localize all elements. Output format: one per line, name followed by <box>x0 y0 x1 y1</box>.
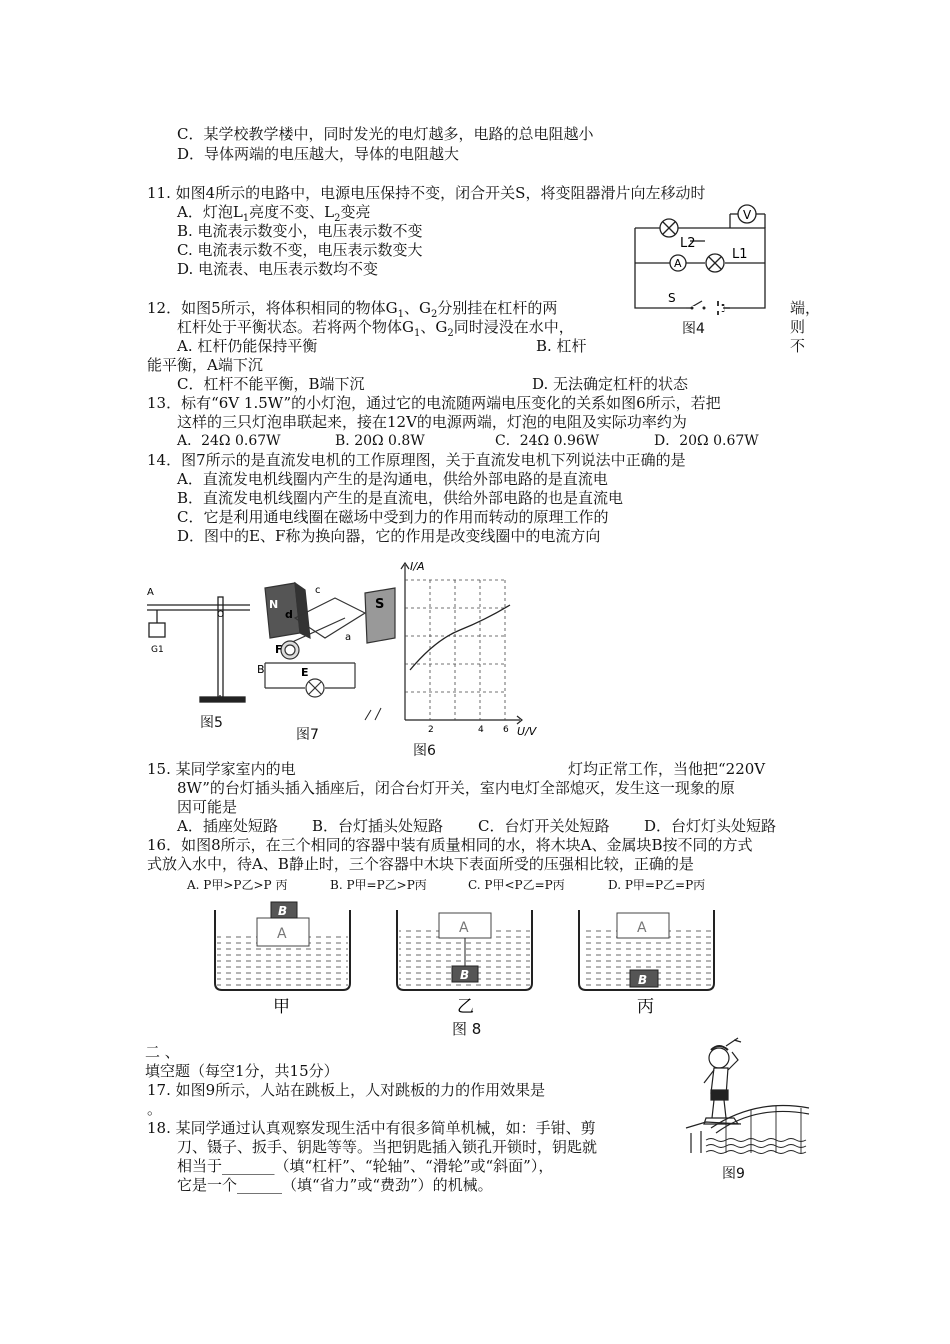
q18-line4: 它是一个______（填“省力”或“费劲”）的机械。 <box>177 1176 493 1194</box>
q16-stem-line2: 式放入水中，待A、B静止时，三个容器中木块下表面所受的压强相比较，正确的是 <box>147 855 694 873</box>
f5-o-label: O <box>217 610 225 620</box>
q15-option-c: C．台灯开关处短路 <box>478 817 610 835</box>
f8-b-label-1: B <box>278 904 288 918</box>
q12-option-c: C．杠杆不能平衡，B端下沉 <box>177 375 365 393</box>
q12-option-b-end: 不 <box>790 337 806 355</box>
q16-option-c: C. P甲<P乙=P丙 <box>468 878 565 892</box>
q14-option-c: C．它是利用通电线圈在磁场中受到力的作用而转动的原理工作的 <box>177 508 609 526</box>
f7-b-label: B <box>257 663 265 676</box>
f8-jia-label: 甲 <box>273 997 290 1017</box>
figure-5-caption: 图5 <box>200 715 223 731</box>
q15-option-a: A．插座处短路 <box>177 817 278 835</box>
q10-option-c: C．某学校教学楼中，同时发光的电灯越多，电路的总电阻越小 <box>177 125 594 143</box>
q17-stem: 17. 如图9所示，人站在跳板上，人对跳板的力的作用效果是 <box>147 1081 546 1099</box>
q15-option-b: B．台灯插头处短路 <box>312 817 444 835</box>
q18-line1: 18. 某同学通过认真观察发现生活中有很多简单机械，如：手钳、剪 <box>147 1119 596 1137</box>
figure-7-caption: 图7 <box>296 727 319 743</box>
q13-stem-line1: 13．标有“6V 1.5W”的小灯泡，通过它的电流随两端电压变化的关系如图6所示，若把 <box>147 394 721 412</box>
q12-stem-line2-end: 则 <box>790 318 806 336</box>
q15-stem-post: 灯均正常工作，当他把“220V <box>568 760 766 778</box>
q14-stem: 14．图7所示的是直流发电机的工作原理图，关于直流发电机下列说法中正确的是 <box>147 451 686 469</box>
f6-tick-4: 4 <box>478 725 484 735</box>
q12-stem-line1-end: 端， <box>790 299 821 317</box>
section-2-title: 填空题（每空1分，共15分） <box>145 1062 339 1080</box>
q16-option-b: B. P甲=P乙>P丙 <box>330 878 427 892</box>
q14-option-d: D．图中的E、F称为换向器，它的作用是改变线圈中的电流方向 <box>177 527 601 545</box>
f8-b-label-2: B <box>460 968 470 982</box>
q15-stem-line2: 8W”的台灯插头插入插座后，闭合台灯开关，室内电灯全部熄灭，发生这一现象的原 <box>177 779 735 797</box>
q11-option-b: B. 电流表示数变小，电压表示数不变 <box>177 222 423 240</box>
figure-9-diver <box>686 1038 811 1163</box>
q13-option-a: A．24Ω 0.67W <box>177 433 281 449</box>
q12-option-d: D. 无法确定杠杆的状态 <box>532 375 689 393</box>
f4-l2-label: L2 <box>680 236 696 251</box>
q11-stem: 11. 如图4所示的电路中，电源电压保持不变，闭合开关S，将变阻器滑片向左移动时 <box>147 184 706 202</box>
f7-d-label: d <box>285 608 293 621</box>
q16-stem-line1: 16．如图8所示，在三个相同的容器中装有质量相同的水，将木块A、金属块B按不同的方式 <box>147 836 753 854</box>
q15-option-d: D．台灯灯头处短路 <box>644 817 777 835</box>
q12-stem-line1: 12．如图5所示，将体积相同的物体$G_1$、$G_2$分别挂在杠杆的两 <box>147 299 558 320</box>
q11-option-c: C. 电流表示数不变，电压表示数变大 <box>177 241 423 259</box>
figure-8-caption: 图 8 <box>452 1020 482 1038</box>
q14-option-a: A．直流发电机线圈内产生的是沟通电，供给外部电路的是直流电 <box>177 470 608 488</box>
figure-6-iu-graph <box>355 560 537 738</box>
f7-c-label: c <box>315 585 321 596</box>
q12-option-b: B. 杠杆 <box>536 337 587 355</box>
f6-tick-6: 6 <box>503 725 509 735</box>
f8-b-label-3: B <box>638 973 648 987</box>
f7-e-label: E <box>301 666 309 679</box>
figure-8-containers <box>205 898 725 1023</box>
q13-stem-line2: 这样的三只灯泡串联起来，接在12V的电源两端，灯泡的电阻及实际功率约为 <box>177 413 687 431</box>
q11-option-d: D. 电流表、电压表示数均不变 <box>177 260 379 278</box>
f6-x-label: U/V <box>517 725 537 738</box>
q13-option-b: B. 20Ω 0.8W <box>335 433 425 449</box>
q18-line2: 刀、镊子、扳手、钥匙等等。当把钥匙插入锁孔开锁时，钥匙就 <box>177 1138 598 1156</box>
q11-option-a: A．灯泡$L_1$亮度不变、$L_2$变亮 <box>177 203 371 224</box>
q12-option-a: A. 杠杆仍能保持平衡 <box>177 337 318 355</box>
f7-f-label: F <box>275 643 283 656</box>
f5-a-label: A <box>147 587 154 598</box>
f8-yi-label: 乙 <box>457 997 474 1017</box>
q18-line3: 相当于_______（填“杠杆”、“轮轴”、“滑轮”或“斜面”）， <box>177 1157 554 1175</box>
f6-y-label: I/A <box>410 560 425 573</box>
f4-voltmeter-label: V <box>743 208 752 222</box>
figure-4-circuit <box>630 198 790 308</box>
f8-a-label-2: A <box>459 920 469 936</box>
q17-stem-end: 。 <box>147 1100 163 1118</box>
figure-9-caption: 图9 <box>722 1166 745 1182</box>
q12-stem-line2: 杠杆处于平衡状态。若将两个物体$G_1$、$G_2$同时浸没在水中， <box>177 318 574 339</box>
f8-bing-label: 丙 <box>637 997 654 1017</box>
f5-g-label: G1 <box>151 645 164 655</box>
f8-a-label-3: A <box>637 920 647 936</box>
q13-option-c: C．24Ω 0.96W <box>495 433 600 449</box>
q10-option-d: D．导体两端的电压越大，导体的电阻越大 <box>177 145 460 163</box>
f7-n-label: N <box>269 598 279 611</box>
f8-a-label-1: A <box>277 926 287 942</box>
f7-s-label: S <box>375 597 385 612</box>
figure-5-lever <box>145 585 255 725</box>
f6-tick-2: 2 <box>428 725 434 735</box>
f4-l1-label: L1 <box>732 247 748 262</box>
q12-option-b-cont: 能平衡，A端下沉 <box>147 356 263 374</box>
q16-option-d: D. P甲=P乙=P丙 <box>608 878 706 892</box>
q15-stem-pre: 15. 某同学家室内的电 <box>147 760 296 778</box>
q16-option-a: A. P甲>P乙>P 丙 <box>187 878 288 892</box>
section-2-number: 二 、 <box>145 1043 180 1061</box>
f7-a-label: a <box>345 632 352 643</box>
q13-option-d: D．20Ω 0.67W <box>654 433 759 449</box>
f4-ammeter-label: A <box>674 257 682 270</box>
f4-switch-label: S <box>668 291 676 305</box>
figure-6-caption: 图6 <box>413 743 436 759</box>
figure-4-caption: 图4 <box>682 321 705 337</box>
q15-stem-line3: 因可能是 <box>177 798 238 816</box>
q14-option-b: B．直流发电机线圈内产生的是直流电，供给外部电路的也是直流电 <box>177 489 624 507</box>
